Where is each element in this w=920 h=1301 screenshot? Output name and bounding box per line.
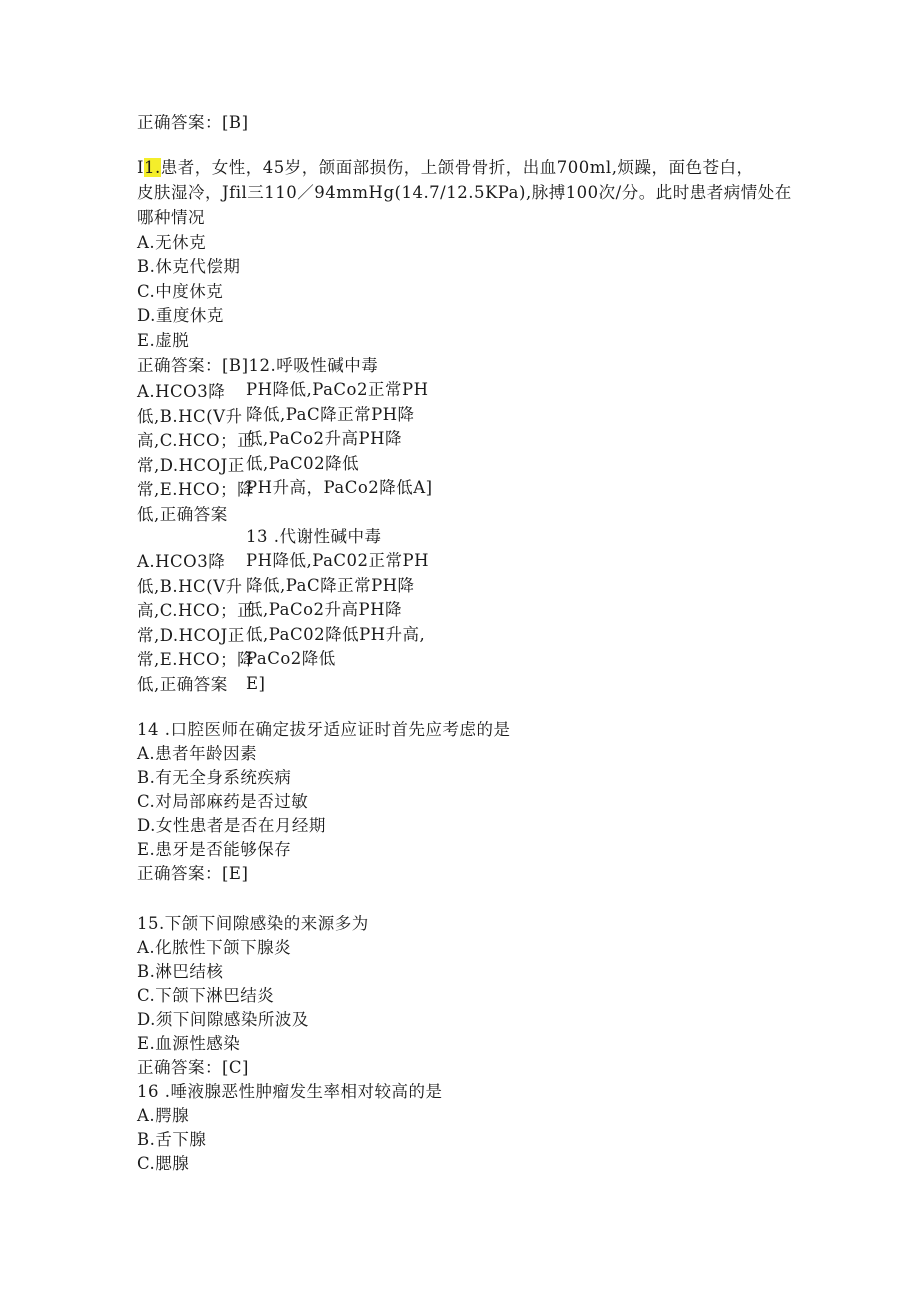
option-d: D.重度休克 [137,306,224,325]
question-13-right-column [246,549,429,696]
question-15-stem: 15.下颌下间隙感染的来源多为 [137,914,369,933]
question-11-text: 患者，女性，45岁，颌面部损伤，上颌骨骨折，出血700ml,烦躁，面色苍白， [160,158,754,177]
text-line: 常,D.HCOJ正 [137,625,245,645]
text-line: PaCo2降低 [246,649,336,668]
option-c: C.下颌下淋巴结炎 [137,986,275,1005]
text-line: 低,PaCo2升高PH降 [246,429,402,448]
question-number-prefix: I [137,158,145,177]
text-line: PH降低,PaC02正常PH [246,551,430,570]
text-line: PH升高，PaCo2降低A] [246,478,433,497]
text-line: 低,PaC02降低 [246,453,360,473]
option-c: C.中度休克 [137,282,224,301]
option-b: B.休克代偿期 [137,257,241,276]
text-line: 低,B.HC(V升 [137,576,243,596]
question-11-line-1 [137,157,753,179]
text-line: A.HCO3降 [137,552,226,571]
text-line: 低,正确答案 [137,674,228,694]
option-b: B.淋巴结核 [137,962,224,981]
text-line: 低,B.HC(V升 [137,406,243,426]
text-line: 降低,PaC降正常PH降 [246,404,415,424]
text-line: 常,E.HCO；降 [137,480,255,499]
question-12-right-column [246,378,433,501]
option-e: E.患牙是否能够保存 [137,840,292,859]
option-a: A.无休克 [137,233,207,252]
text-line: 高,C.HCO；正 [137,431,255,450]
option-a: A.化脓性下颌下腺炎 [137,938,292,957]
text-line: 低,PaCo2升高PH降 [246,600,402,619]
question-14-stem: 14 .口腔医师在确定拔牙适应证时首先应考虑的是 [137,720,511,739]
option-d: D.女性患者是否在月经期 [137,816,326,835]
option-b: B.舌下腺 [137,1130,207,1149]
text-line: PH降低,PaCo2正常PH [246,380,429,399]
question-16-stem: 16 .唾液腺恶性肿瘤发生率相对较高的是 [137,1082,443,1101]
option-c: C.腮腺 [137,1154,190,1173]
question-12-left-column [137,380,254,527]
text-line: 常,E.HCO；降 [137,650,255,669]
text-line: 高,C.HCO；正 [137,601,255,620]
question-11-line-3: 哪种情况 [137,208,205,227]
option-a: A.腭腺 [137,1106,190,1125]
question-13-left-column [137,550,254,697]
answer-line: 正确答案：[B] [137,113,249,132]
question-11-line-2: 皮肤湿冷，Jfil三110／94mmHg(14.7/12.5KPa),脉搏100次/分。此时患者病情处在 [137,183,792,202]
text-line: 降低,PaC降正常PH降 [246,575,415,595]
option-e: E.虚脱 [137,331,190,350]
option-d: D.须下间隙感染所波及 [137,1010,309,1029]
option-b: B.有无全身系统疾病 [137,768,292,787]
text-line: 低,正确答案 [137,504,228,524]
answer-line: 正确答案：[C] [137,1058,249,1077]
answer-line: 正确答案：[E] [137,864,249,883]
text-line: E] [246,673,266,693]
text-line: 低,PaC02降低PH升高, [246,624,426,644]
option-a: A.患者年龄因素 [137,744,258,763]
text-line: 常,D.HCOJ正 [137,455,245,475]
answer-line: 正确答案：[B]12.呼吸性碱中毒 [137,356,379,375]
option-e: E.血源性感染 [137,1034,241,1053]
option-c: C.对局部麻药是否过敏 [137,792,309,811]
text-line: A.HCO3降 [137,382,226,401]
question-13-heading: 13 .代谢性碱中毒 [246,527,382,546]
highlighted-question-number: 1. [144,158,161,177]
